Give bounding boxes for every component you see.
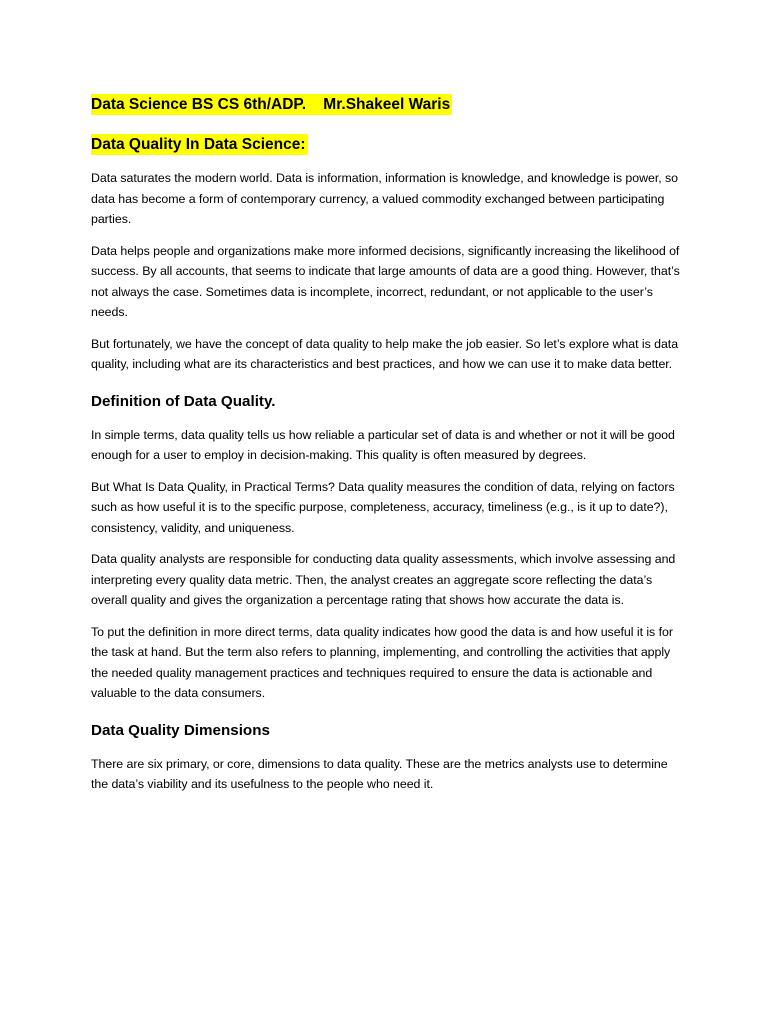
intro-paragraph-1: Data saturates the modern world. Data is information, information is knowledge, and knowledge is power, so data has become a form of contemporary currency, a valued commodity exchanged between participating parties. [91, 171, 679, 226]
document-subtitle: Data Quality In Data Science: [91, 136, 306, 153]
definition-heading: Definition of Data Quality. [91, 392, 276, 410]
title-line [91, 94, 681, 115]
definition-paragraph-3: Data quality analysts are responsible for conducting data quality assessments, which involve assessing and interpreting every quality data metric. Then, the analyst creates an aggregate score reflecting the data’s overall quality and gives the organization a percentage rating that shows how accurate the data is. [91, 552, 676, 607]
document-content [91, 94, 681, 806]
intro-paragraph-3: But fortunately, we have the concept of data quality to help make the job easier. So let’s explore what is data quality, including what are its characteristics and best practices, and how we can use it to make data better. [91, 336, 679, 371]
definition-paragraph-1: In simple terms, data quality tells us how reliable a particular set of data is and whether or not it will be good enough for a user to employ in decision-making. This quality is often measured by degrees. [91, 427, 675, 462]
definition-paragraph-4: To put the definition in more direct terms, data quality indicates how good the data is and how useful it is for the task at hand. But the term also refers to planning, implementing, and controlling the activities that apply the needed quality management practices and techniques required to ensure the data is actionable and valuable to the data consumers. [91, 624, 673, 700]
subtitle-line [91, 134, 681, 155]
dimensions-paragraph-1: There are six primary, or core, dimensions to data quality. These are the metrics analysts use to determine the data’s viability and its usefulness to the people who need it. [91, 756, 668, 791]
intro-paragraph-2: Data helps people and organizations make more informed decisions, significantly increasing the likelihood of success. By all accounts, that seems to indicate that large amounts of data are a good thing. However, that’s not always the case. Sometimes data is incomplete, incorrect, redundant, or not applicable to the user’s needs. [91, 243, 680, 319]
definition-paragraph-2: But What Is Data Quality, in Practical Terms? Data quality measures the condition of data, relying on factors such as how useful it is to the specific purpose, completeness, accuracy, timeliness (e.g., is it up to date?), consistency, validity, and uniqueness. [91, 479, 675, 535]
document-title: Data Science BS CS 6th/ADP. Mr.Shakeel Waris [91, 96, 451, 113]
dimensions-heading: Data Quality Dimensions [91, 721, 270, 739]
